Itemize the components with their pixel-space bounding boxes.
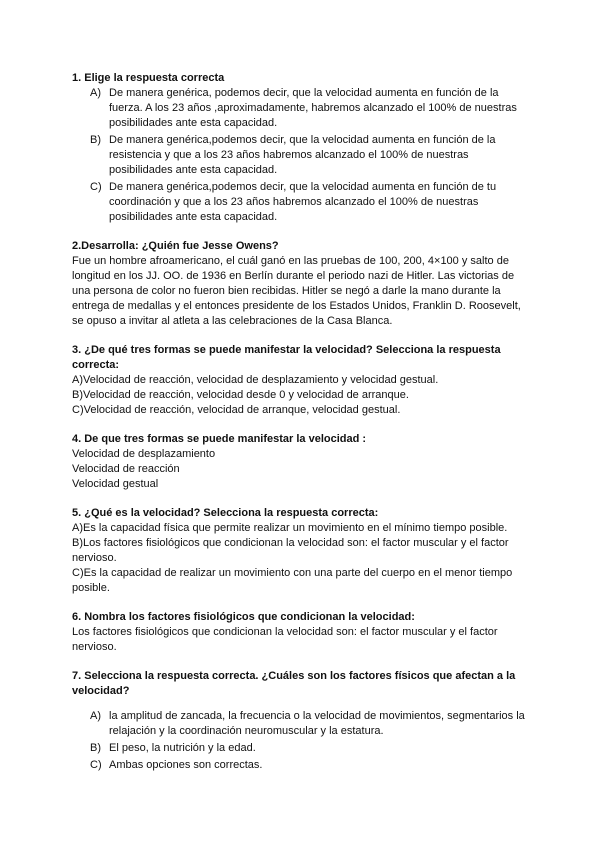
answer-line: C)Es la capacidad de realizar un movimiento con una parte del cuerpo en el menor tiempo posible. [72, 567, 513, 594]
question-4 [72, 432, 532, 492]
question-5 [72, 506, 532, 596]
question-6-answer: Los factores fisiológicos que condicionan la velocidad son: el factor muscular y el factor nervioso. [72, 626, 498, 653]
option-b [90, 133, 532, 178]
answer-line: B)Los factores fisiológicos que condicionan la velocidad son: el factor muscular y el factor nervioso. [72, 537, 509, 564]
question-6 [72, 610, 532, 655]
option-letter: B) [90, 134, 101, 146]
question-2 [72, 239, 532, 329]
answer-line: A)Velocidad de reacción, velocidad de desplazamiento y velocidad gestual. [72, 374, 439, 386]
option-text: De manera genérica, podemos decir, que la velocidad aumenta en función de la fuerza. A los 23 años ,aproximadamente, habremos alcanzado el 100% de nuestras posibilidades ante esta capacidad. [109, 87, 517, 129]
spacer [72, 699, 532, 709]
question-3 [72, 343, 532, 418]
question-7-title: 7. Selecciona la respuesta correcta. ¿Cuáles son los factores físicos que afectan a la velocidad? [72, 670, 516, 697]
option-a [90, 709, 532, 739]
document-page [72, 71, 532, 787]
answer-line: C)Velocidad de reacción, velocidad de arranque, velocidad gestual. [72, 404, 401, 416]
question-2-title: 2.Desarrolla: ¿Quién fue Jesse Owens? [72, 240, 279, 252]
question-1-options [90, 86, 532, 225]
option-c [90, 180, 532, 225]
question-4-title: 4. De que tres formas se puede manifestar la velocidad : [72, 433, 367, 445]
option-text: El peso, la nutrición y la edad. [109, 742, 256, 754]
option-c [90, 758, 532, 773]
question-7-options [90, 709, 532, 773]
option-text: Ambas opciones son correctas. [109, 759, 263, 771]
answer-line: Velocidad de desplazamiento [72, 448, 216, 460]
option-text: De manera genérica,podemos decir, que la velocidad aumenta en función de la resistencia y que a los 23 años habremos alcanzado el 100% de nuestras posibilidades ante esta capacidad. [109, 134, 496, 176]
question-1-title: 1. Elige la respuesta correcta [72, 72, 225, 84]
answer-line: Velocidad gestual [72, 478, 159, 490]
option-letter: A) [90, 710, 101, 722]
option-letter: B) [90, 742, 101, 754]
question-1 [72, 71, 532, 225]
question-3-title: 3. ¿De qué tres formas se puede manifestar la velocidad? Selecciona la respuesta correcta: [72, 344, 501, 371]
option-text: la amplitud de zancada, la frecuencia o la velocidad de movimientos, segmentarios la relajación y la coordinación neuromuscular y la estatura. [109, 710, 525, 737]
answer-line: B)Velocidad de reacción, velocidad desde 0 y velocidad de arranque. [72, 389, 409, 401]
question-7 [72, 669, 532, 773]
question-2-answer: Fue un hombre afroamericano, el cuál ganó en las pruebas de 100, 200, 4×100 y salto de longitud en los JJ. OO. de 1936 en Berlín durante el periodo nazi de Hitler. Las victorias de una persona de color no fueron bien recibidas. Hitler se negó a darle la mano durante la entrega de medallas y el entonces presidente de los Estados Unidos, Franklin D. Roosevelt, se opuso a invitar al atleta a las celebraciones de la Casa Blanca. [72, 255, 521, 327]
option-letter: C) [90, 181, 102, 193]
question-6-title: 6. Nombra los factores fisiológicos que condicionan la velocidad: [72, 611, 415, 623]
option-a [90, 86, 532, 131]
option-b [90, 741, 532, 756]
question-5-title: 5. ¿Qué es la velocidad? Selecciona la respuesta correcta: [72, 507, 379, 519]
answer-line: A)Es la capacidad física que permite realizar un movimiento en el mínimo tiempo posible. [72, 522, 508, 534]
answer-line: Velocidad de reacción [72, 463, 180, 475]
option-letter: C) [90, 759, 102, 771]
option-letter: A) [90, 87, 101, 99]
option-text: De manera genérica,podemos decir, que la velocidad aumenta en función de tu coordinación y que a los 23 años habremos alcanzado el 100% de nuestras posibilidades ante esta capacidad. [109, 181, 497, 223]
